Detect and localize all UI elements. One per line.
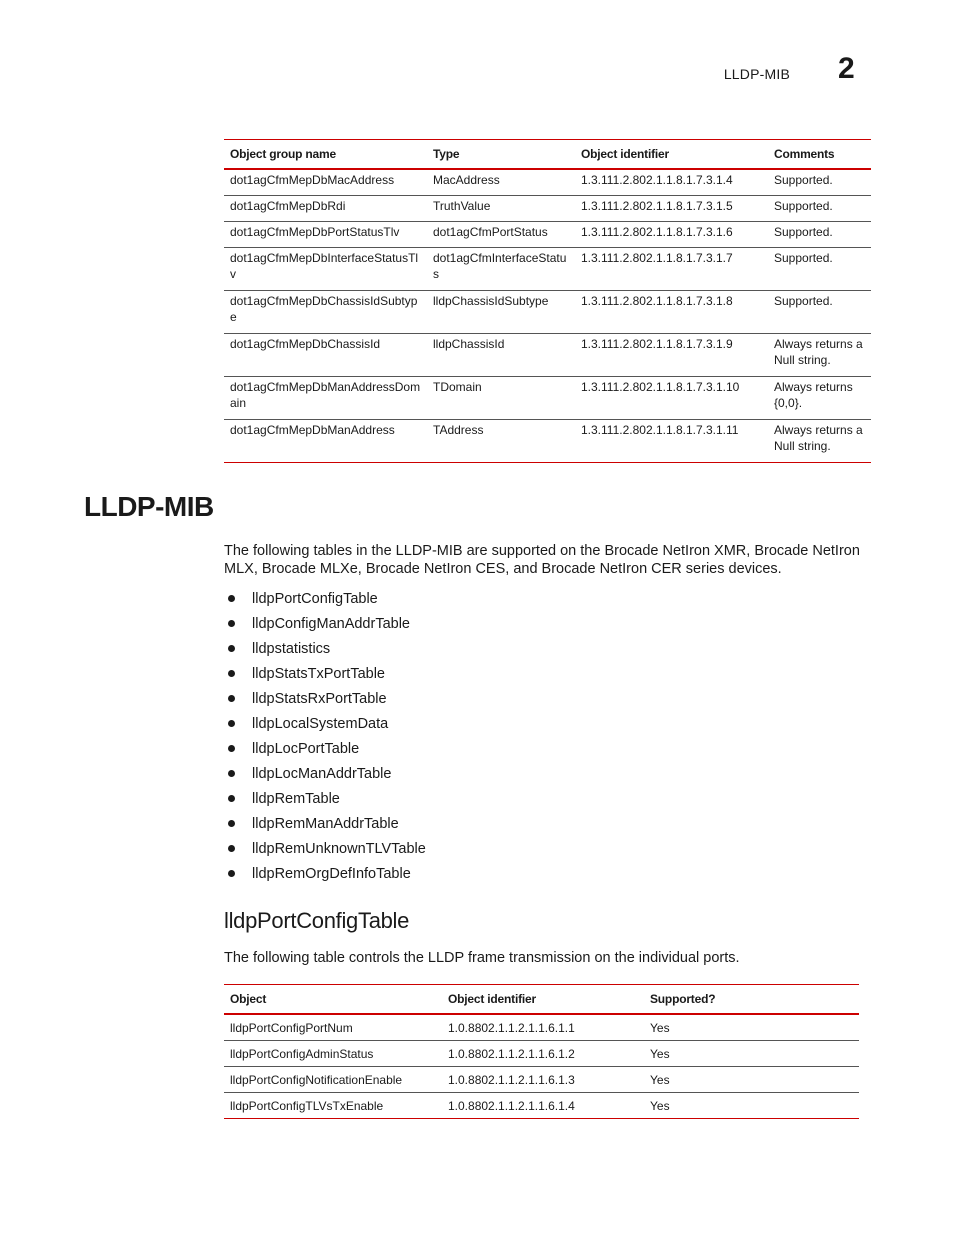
subsection-intro: The following table controls the LLDP frame transmission on the individual ports. xyxy=(224,950,740,966)
list-item-label: lldpLocManAddrTable xyxy=(252,766,392,782)
cell-object: lldpPortConfigTLVsTxEnable xyxy=(224,1093,442,1119)
list-item xyxy=(224,738,426,763)
cell-object-identifier: 1.0.8802.1.1.2.1.1.6.1.2 xyxy=(442,1041,644,1067)
column-header-supported: Supported? xyxy=(644,985,859,1015)
table-row xyxy=(224,420,871,463)
cell-type: dot1agCfmInterfaceStatus xyxy=(427,248,575,291)
bullet-icon xyxy=(228,620,235,627)
column-header-comments: Comments xyxy=(768,140,871,170)
list-item xyxy=(224,713,426,738)
list-item-label: lldpStatsTxPortTable xyxy=(252,666,385,682)
supported-tables-list xyxy=(224,588,426,888)
list-item-label: lldpRemManAddrTable xyxy=(252,816,399,832)
bullet-icon xyxy=(228,595,235,602)
cell-object-group-name: dot1agCfmMepDbChassisIdSubtype xyxy=(224,291,427,334)
table-row xyxy=(224,291,871,334)
running-header-title: LLDP-MIB xyxy=(723,66,790,82)
cell-object-identifier: 1.3.111.2.802.1.1.8.1.7.3.1.8 xyxy=(575,291,768,334)
bullet-icon xyxy=(228,645,235,652)
cell-comments: Always returns a Null string. xyxy=(768,334,871,377)
list-item xyxy=(224,838,426,863)
table-row xyxy=(224,1041,859,1067)
bullet-icon xyxy=(228,670,235,677)
list-item-label: lldpRemOrgDefInfoTable xyxy=(252,866,411,882)
port-config-objects-table xyxy=(224,984,859,1119)
cell-object-group-name: dot1agCfmMepDbRdi xyxy=(224,196,427,222)
bullet-icon xyxy=(228,820,235,827)
table-row xyxy=(224,1014,859,1041)
cell-object-identifier: 1.3.111.2.802.1.1.8.1.7.3.1.5 xyxy=(575,196,768,222)
list-item xyxy=(224,863,426,888)
cell-object-group-name: dot1agCfmMepDbInterfaceStatusTlv xyxy=(224,248,427,291)
cell-object-group-name: dot1agCfmMepDbManAddressDomain xyxy=(224,377,427,420)
cell-object-identifier: 1.3.111.2.802.1.1.8.1.7.3.1.10 xyxy=(575,377,768,420)
list-item xyxy=(224,638,426,663)
table-header-row xyxy=(224,140,871,170)
table-row xyxy=(224,1093,859,1119)
cell-object-identifier: 1.3.111.2.802.1.1.8.1.7.3.1.6 xyxy=(575,222,768,248)
list-item-label: lldpStatsRxPortTable xyxy=(252,691,387,707)
cell-type: lldpChassisIdSubtype xyxy=(427,291,575,334)
cell-comments: Supported. xyxy=(768,196,871,222)
cell-object: lldpPortConfigAdminStatus xyxy=(224,1041,442,1067)
cell-object-identifier: 1.3.111.2.802.1.1.8.1.7.3.1.7 xyxy=(575,248,768,291)
table-row xyxy=(224,334,871,377)
list-item xyxy=(224,813,426,838)
table-row xyxy=(224,377,871,420)
column-header-object-group-name: Object group name xyxy=(224,140,427,170)
bullet-icon xyxy=(228,795,235,802)
cell-object-group-name: dot1agCfmMepDbManAddress xyxy=(224,420,427,463)
section-intro: The following tables in the LLDP-MIB are supported on the Brocade NetIron XMR, Brocade NetIron MLX, Brocade MLXe, Brocade NetIron CES, and Brocade NetIron CER series devices. xyxy=(224,543,860,577)
cell-object-identifier: 1.0.8802.1.1.2.1.1.6.1.3 xyxy=(442,1067,644,1093)
cell-object-identifier: 1.3.111.2.802.1.1.8.1.7.3.1.11 xyxy=(575,420,768,463)
cell-type: TDomain xyxy=(427,377,575,420)
cell-supported: Yes xyxy=(644,1014,859,1041)
chapter-number: 2 xyxy=(838,52,855,85)
bullet-icon xyxy=(228,845,235,852)
list-item-label: lldpstatistics xyxy=(252,641,331,657)
cell-supported: Yes xyxy=(644,1041,859,1067)
table-row xyxy=(224,169,871,196)
cell-type: lldpChassisId xyxy=(427,334,575,377)
cell-comments: Supported. xyxy=(768,169,871,196)
cell-comments: Always returns {0,0}. xyxy=(768,377,871,420)
cell-type: TruthValue xyxy=(427,196,575,222)
cell-object-group-name: dot1agCfmMepDbMacAddress xyxy=(224,169,427,196)
cell-type: MacAddress xyxy=(427,169,575,196)
cell-type: dot1agCfmPortStatus xyxy=(427,222,575,248)
list-item xyxy=(224,588,426,613)
cell-object-group-name: dot1agCfmMepDbPortStatusTlv xyxy=(224,222,427,248)
list-item-label: lldpPortConfigTable xyxy=(252,591,378,607)
cell-comments: Supported. xyxy=(768,222,871,248)
bullet-icon xyxy=(228,695,235,702)
table-row xyxy=(224,196,871,222)
list-item-label: lldpLocalSystemData xyxy=(252,716,389,732)
table-row xyxy=(224,1067,859,1093)
subsection-title: lldpPortConfigTable xyxy=(224,908,410,933)
column-header-object: Object xyxy=(224,985,442,1015)
list-item xyxy=(224,688,426,713)
bullet-icon xyxy=(228,870,235,877)
cell-object-identifier: 1.0.8802.1.1.2.1.1.6.1.1 xyxy=(442,1014,644,1041)
table-header-row xyxy=(224,985,859,1015)
cell-supported: Yes xyxy=(644,1067,859,1093)
cell-object-identifier: 1.3.111.2.802.1.1.8.1.7.3.1.9 xyxy=(575,334,768,377)
list-item-label: lldpRemTable xyxy=(252,791,340,807)
cell-object-identifier: 1.3.111.2.802.1.1.8.1.7.3.1.4 xyxy=(575,169,768,196)
cell-comments: Supported. xyxy=(768,291,871,334)
mep-db-objects-table xyxy=(224,139,871,463)
bullet-icon xyxy=(228,745,235,752)
cell-object: lldpPortConfigPortNum xyxy=(224,1014,442,1041)
section-title: LLDP-MIB xyxy=(84,491,214,522)
cell-object-group-name: dot1agCfmMepDbChassisId xyxy=(224,334,427,377)
cell-supported: Yes xyxy=(644,1093,859,1119)
column-header-object-identifier: Object identifier xyxy=(575,140,768,170)
list-item-label: lldpConfigManAddrTable xyxy=(252,616,410,632)
list-item-label: lldpLocPortTable xyxy=(252,741,360,757)
cell-object-identifier: 1.0.8802.1.1.2.1.1.6.1.4 xyxy=(442,1093,644,1119)
cell-object: lldpPortConfigNotificationEnable xyxy=(224,1067,442,1093)
table-row xyxy=(224,248,871,291)
list-item xyxy=(224,763,426,788)
list-item-label: lldpRemUnknownTLVTable xyxy=(252,841,426,857)
cell-type: TAddress xyxy=(427,420,575,463)
cell-comments: Supported. xyxy=(768,248,871,291)
list-item xyxy=(224,663,426,688)
list-item xyxy=(224,788,426,813)
column-header-object-identifier: Object identifier xyxy=(442,985,644,1015)
bullet-icon xyxy=(228,770,235,777)
table-row xyxy=(224,222,871,248)
cell-comments: Always returns a Null string. xyxy=(768,420,871,463)
list-item xyxy=(224,613,426,638)
column-header-type: Type xyxy=(427,140,575,170)
bullet-icon xyxy=(228,720,235,727)
